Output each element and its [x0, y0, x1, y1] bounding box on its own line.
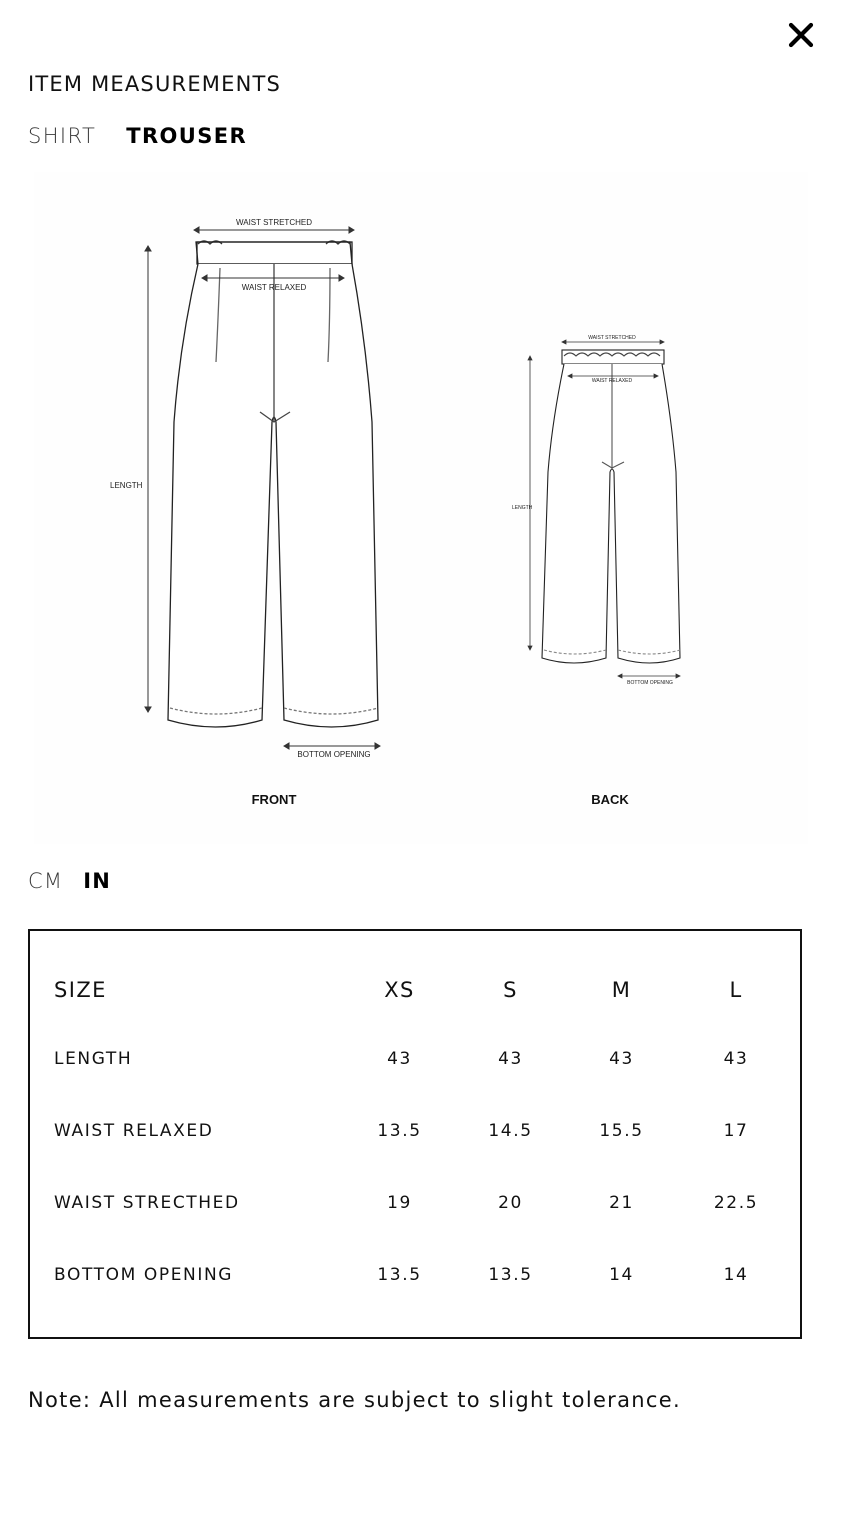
close-icon [787, 21, 815, 49]
front-waist-stretched-label: WAIST STRETCHED [235, 218, 313, 227]
row-label: BOTTOM OPENING [54, 1265, 234, 1285]
cell-value: 19 [387, 1193, 412, 1213]
back-trouser-drawing [542, 350, 680, 663]
header-s: S [503, 978, 518, 1002]
table-row [54, 1023, 795, 1095]
front-waist-relaxed-label: WAIST RELAXED [241, 283, 307, 292]
garment-tabs [28, 124, 247, 148]
cell-value: 14.5 [488, 1121, 533, 1141]
cell-value: 15.5 [599, 1121, 644, 1141]
table-row [54, 1167, 795, 1239]
cell-value: 13.5 [377, 1265, 422, 1285]
header-size: SIZE [54, 978, 107, 1002]
front-length-label: LENGTH [110, 481, 143, 490]
table-row [54, 1095, 795, 1167]
cell-value: 14 [609, 1265, 634, 1285]
tab-shirt[interactable]: SHIRT [28, 124, 97, 148]
table-header-row [54, 957, 795, 1023]
header-l: L [729, 978, 743, 1002]
modal-title: ITEM MEASUREMENTS [28, 72, 282, 96]
cell-value: 21 [609, 1193, 634, 1213]
unit-cm[interactable]: CM [28, 869, 64, 893]
cell-value: 13.5 [377, 1121, 422, 1141]
unit-in[interactable]: IN [83, 869, 111, 893]
row-label: LENGTH [54, 1049, 133, 1069]
back-waist-relaxed-label: WAIST RELAXED [591, 378, 633, 384]
back-length-label: LENGTH [512, 505, 533, 511]
size-table [28, 929, 802, 1339]
table-row [54, 1239, 795, 1311]
cell-value: 43 [387, 1049, 412, 1069]
row-label: WAIST RELAXED [54, 1121, 214, 1141]
trouser-measurement-diagram [34, 172, 808, 844]
front-caption: FRONT [251, 792, 297, 807]
cell-value: 22.5 [713, 1193, 759, 1213]
tolerance-note: Note: All measurements are subject to slight tolerance. [28, 1388, 681, 1412]
tab-trouser[interactable]: TROUSER [126, 124, 248, 148]
back-bottom-opening-label: BOTTOM OPENING [627, 680, 673, 686]
front-bottom-opening-label: BOTTOM OPENING [297, 750, 371, 759]
cell-value: 20 [498, 1193, 523, 1213]
header-xs: XS [384, 978, 415, 1002]
cell-value: 14 [723, 1265, 749, 1285]
close-button[interactable] [780, 14, 822, 56]
cell-value: 43 [723, 1049, 749, 1069]
cell-value: 17 [723, 1121, 749, 1141]
header-m: M [611, 978, 632, 1002]
cell-value: 13.5 [488, 1265, 533, 1285]
front-trouser-drawing [168, 241, 378, 727]
unit-toggle [28, 869, 111, 893]
trouser-illustration [34, 172, 808, 844]
back-caption: BACK [591, 792, 629, 807]
cell-value: 43 [609, 1049, 634, 1069]
row-label: WAIST STRECTHED [54, 1193, 240, 1213]
cell-value: 43 [498, 1049, 523, 1069]
back-waist-stretched-label: WAIST STRETCHED [588, 335, 636, 341]
